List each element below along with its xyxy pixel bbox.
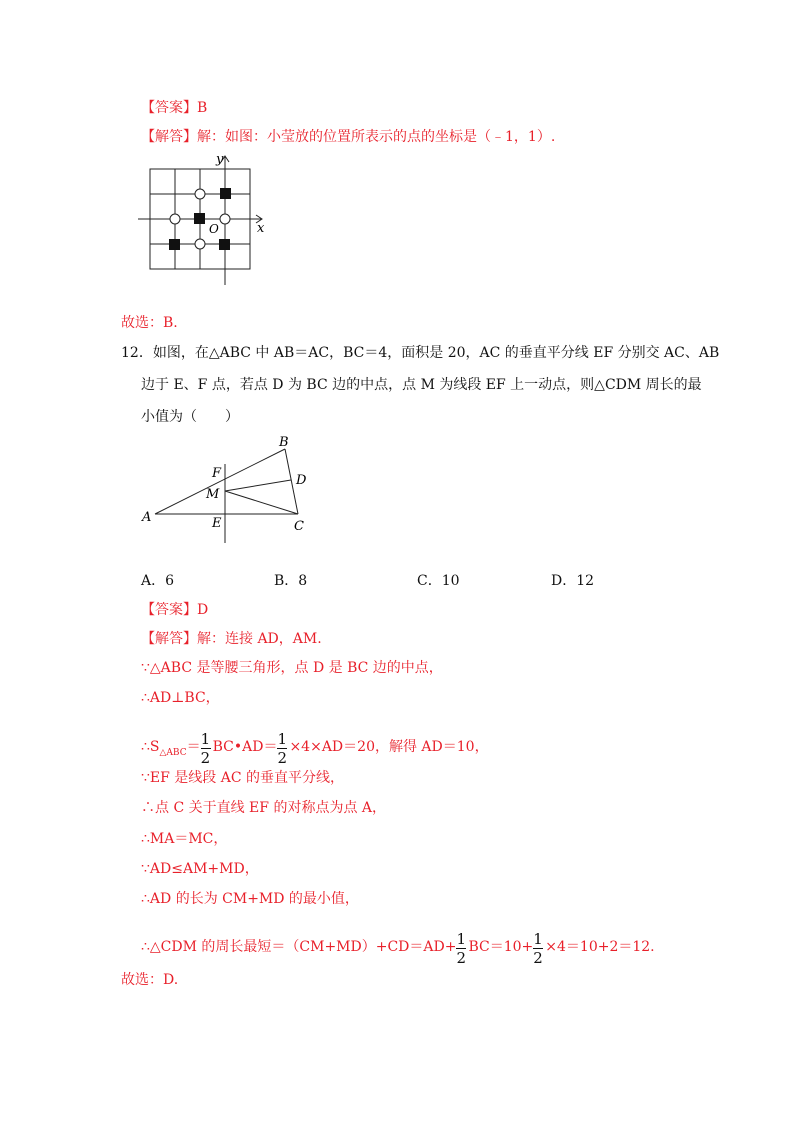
option-a: A．6 (141, 573, 175, 589)
step-9-part: BC＝10+ (468, 939, 534, 955)
origin-label: O (209, 222, 219, 236)
step-3-part: ＝ (186, 739, 201, 755)
option-b: B．8 (274, 573, 308, 589)
fraction-denominator: 2 (456, 949, 467, 967)
y-axis-label: y (216, 152, 224, 167)
q12-triangle-figure (138, 430, 318, 548)
q12-question-line-2: 边于 E、F 点，若点 D 为 BC 边的中点，点 M 为线段 EF 上一动点，则△CDM 周长的最 (141, 377, 702, 393)
q11-conclusion: 故选：B. (121, 315, 178, 331)
step-9-part: ∴△CDM 的周长最短＝（CM+MD）+CD＝AD+ (141, 939, 457, 955)
option-c: C．10 (417, 573, 460, 589)
label-f: F (212, 466, 222, 481)
fraction-denominator: 2 (277, 749, 287, 767)
fraction-numerator: 1 (200, 730, 211, 748)
fraction-numerator: 1 (533, 930, 543, 948)
fraction-numerator: 1 (456, 930, 467, 948)
white-piece (220, 214, 230, 224)
q11-grid-figure (138, 152, 268, 287)
option-d: D．12 (551, 573, 595, 589)
q12-question-line-1: 12．如图，在△ABC 中 AB＝AC，BC＝4，面积是 20，AC 的垂直平分线 EF 分别交 AC、AB (121, 345, 720, 361)
q12-answer (141, 600, 208, 620)
answer-value: B (197, 100, 208, 116)
label-b: B (279, 435, 289, 450)
step-4: ∵EF 是线段 AC 的垂直平分线， (141, 770, 345, 786)
black-piece (220, 188, 231, 199)
white-piece (195, 189, 205, 199)
label-d: D (296, 473, 307, 488)
black-piece (169, 239, 180, 250)
label-m: M (206, 487, 220, 502)
fraction-denominator: 2 (533, 949, 543, 967)
step-9-part: ×4＝10+2＝12. (545, 939, 655, 955)
label-a: A (142, 510, 152, 525)
fraction-denominator: 2 (200, 749, 211, 767)
label-c: C (294, 519, 304, 534)
step-1: ∵△ABC 是等腰三角形，点 D 是 BC 边的中点， (141, 660, 443, 676)
answer-tag: 【答案】 (141, 100, 197, 116)
solution-tag: 【解答】 (141, 129, 197, 145)
answer-tag: 【答案】 (141, 602, 197, 618)
black-piece (219, 239, 230, 250)
step-5: ∴点 C 关于直线 EF 的对称点为点 A， (141, 800, 387, 816)
step-3-part: BC•AD＝ (212, 739, 278, 755)
solution-text: 解：如图：小莹放的位置所表示的点的坐标是（﹣1，1）. (197, 129, 556, 145)
step-3 (141, 730, 489, 767)
q12-conclusion: 故选：D. (121, 972, 179, 988)
black-piece (194, 213, 205, 224)
q12-question-line-3: 小值为（ ） (141, 409, 239, 425)
q12-solution (141, 629, 322, 649)
q11-answer (141, 98, 207, 118)
step-2: ∴AD⊥BC， (141, 690, 220, 706)
q11-solution (141, 127, 555, 147)
step-9 (141, 930, 655, 967)
fraction-numerator: 1 (277, 730, 287, 748)
step-3-subscript: △ABC (159, 747, 187, 758)
step-7: ∵AD≤AM+MD， (141, 861, 259, 877)
white-piece (195, 239, 205, 249)
label-e: E (212, 516, 222, 531)
solution-tag: 【解答】 (141, 631, 197, 647)
white-piece (170, 214, 180, 224)
step-3-part: ×4×AD＝20，解得 AD＝10， (289, 739, 489, 755)
step-3-part: ∴S (141, 739, 160, 755)
answer-value: D (197, 602, 209, 618)
solution-text: 解：连接 AD，AM. (197, 631, 322, 647)
step-8: ∴AD 的长为 CM+MD 的最小值， (141, 891, 359, 907)
x-axis-label: x (257, 221, 265, 236)
step-6: ∴MA＝MC， (141, 831, 228, 847)
